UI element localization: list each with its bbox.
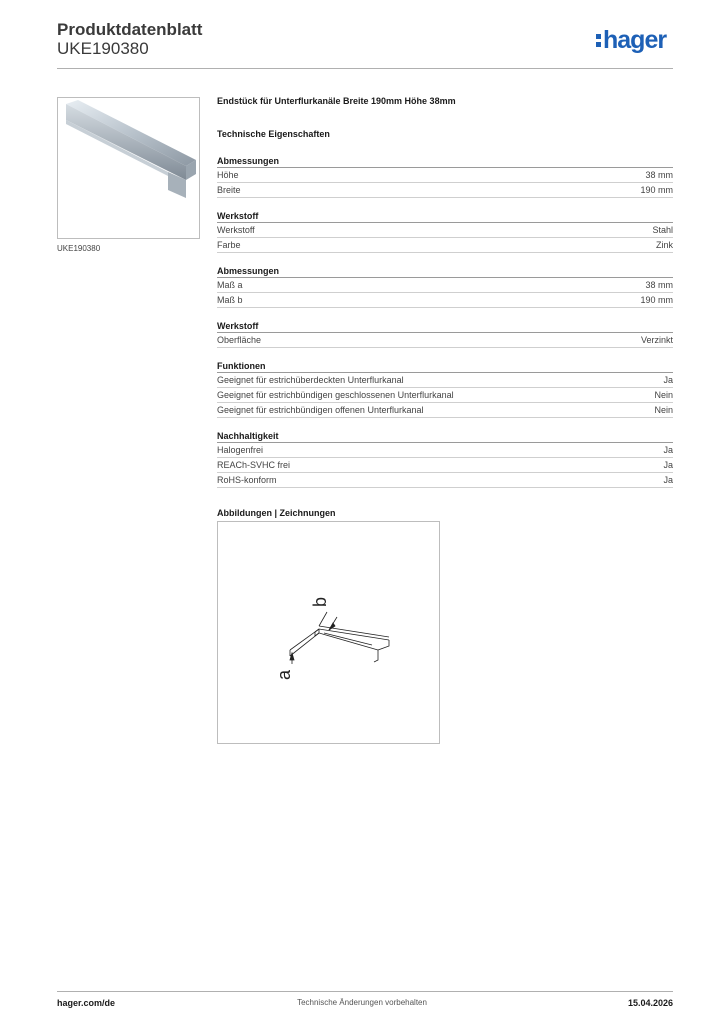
spec-label: RoHS-konform [217,475,277,485]
footer-notice: Technische Änderungen vorbehalten [297,998,427,1007]
product-name: Endstück für Unterflurkanäle Breite 190mm Höhe 38mm [217,96,456,106]
spec-label: Geeignet für estrichüberdeckten Unterflurkanal [217,375,404,385]
section-title: Werkstoff [217,209,673,223]
spec-label: Maß b [217,295,243,305]
brand-logo [596,28,666,53]
spec-value: 190 mm [640,295,673,305]
spec-row [217,238,673,253]
spec-section [217,429,673,488]
page-title: Produktdatenblatt [57,20,203,39]
images-heading: Abbildungen | Zeichnungen [217,508,336,518]
spec-row [217,183,673,198]
spec-row [217,293,673,308]
footer-website: hager.com/de [57,998,116,1008]
spec-label: REACh-SVHC frei [217,460,291,470]
section-title: Werkstoff [217,319,673,333]
spec-value: Stahl [652,225,673,235]
spec-section [217,154,673,198]
header-divider [57,68,673,69]
spec-value: Ja [663,460,673,470]
spec-value: Ja [663,375,673,385]
spec-value: Ja [663,445,673,455]
spec-value: Verzinkt [640,335,673,345]
spec-row [217,458,673,473]
spec-row [217,168,673,183]
section-title: Funktionen [217,359,673,373]
section-title: Abmessungen [217,264,673,278]
spec-section [217,319,673,348]
spec-value: Zink [655,240,673,250]
spec-label: Geeignet für estrichbündigen geschlossenen Unterflurkanal [217,390,454,400]
spec-label: Maß a [217,280,243,290]
spec-value: Ja [663,475,673,485]
drawing-label-b: b [310,596,330,607]
footer-date: 15.04.2026 [627,998,673,1008]
section-title: Abmessungen [217,154,673,168]
spec-label: Höhe [217,170,239,180]
spec-row [217,403,673,418]
product-image [57,97,200,239]
spec-row [217,443,673,458]
spec-value: 190 mm [640,185,673,195]
spec-row [217,473,673,488]
spec-row [217,278,673,293]
article-number: UKE190380 [57,39,149,58]
spec-row [217,373,673,388]
spec-label: Geeignet für estrichbündigen offenen Unterflurkanal [217,405,424,415]
tech-properties-heading: Technische Eigenschaften [217,129,330,139]
logo-text: hager [603,26,667,54]
drawing-label-a: a [274,669,294,680]
spec-row [217,333,673,348]
spec-label: Werkstoff [217,225,255,235]
spec-section [217,209,673,253]
spec-value: 38 mm [645,170,673,180]
spec-value: 38 mm [645,280,673,290]
spec-label: Halogenfrei [217,445,264,455]
spec-label: Breite [217,185,241,195]
technical-drawing [217,521,440,744]
spec-row [217,388,673,403]
spec-label: Oberfläche [217,335,262,345]
spec-label: Farbe [217,240,241,250]
product-image-caption: UKE190380 [57,244,101,253]
specs-panel [217,96,673,522]
spec-value: Nein [654,390,673,400]
spec-section [217,359,673,418]
logo-dots-icon [596,34,601,50]
footer-divider [57,991,673,992]
section-title: Nachhaltigkeit [217,429,673,443]
spec-value: Nein [654,405,673,415]
spec-row [217,223,673,238]
spec-section [217,264,673,308]
